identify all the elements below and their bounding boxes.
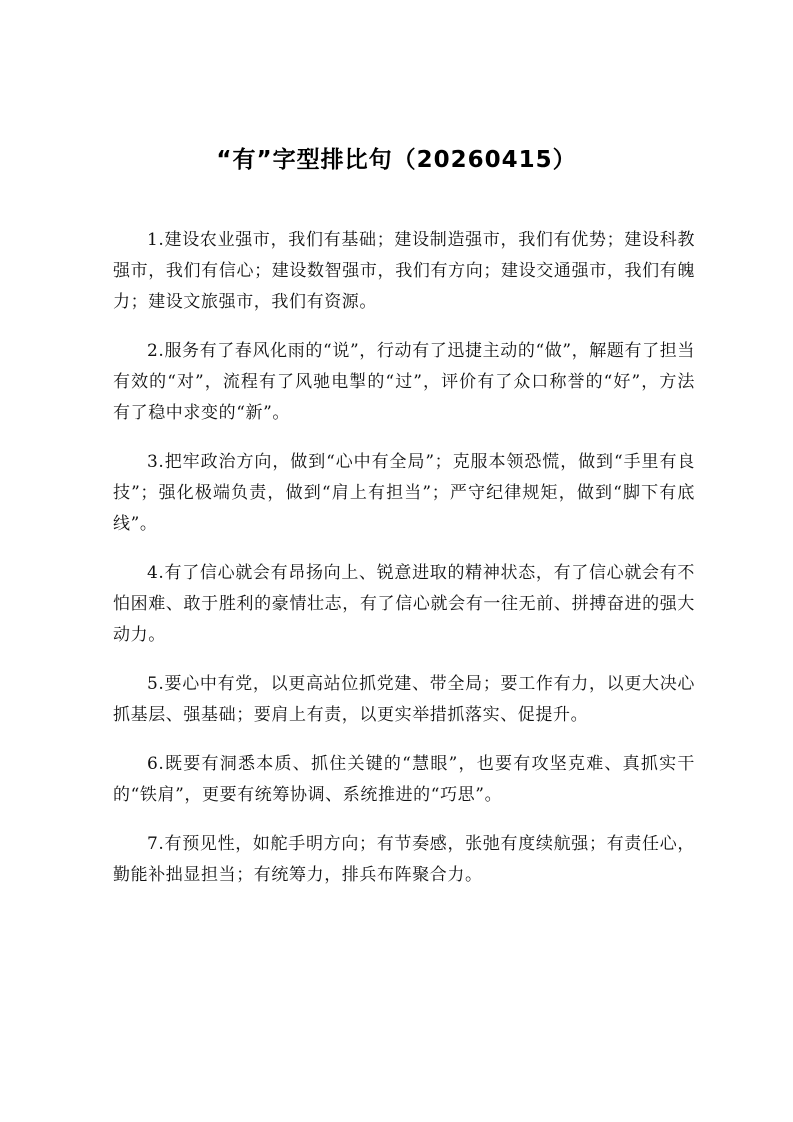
paragraph-1: 1.建设农业强市，我们有基础；建设制造强市，我们有优势；建设科教强市，我们有信心；建设数智强市，我们有方向；建设交通强市，我们有魄力；建设文旅强市，我们有资源。 xyxy=(113,230,695,312)
paragraph-3: 3.把牢政治方向，做到“心中有全局”；克服本领恐慌，做到“手里有良技”；强化极端负责，做到“肩上有担当”；严守纪律规矩，做到“脚下有底线”。 xyxy=(113,452,695,534)
document-body xyxy=(113,225,695,909)
paragraph-2: 2.服务有了春风化雨的“说”，行动有了迅捷主动的“做”，解题有了担当有效的“对”，流程有了风驰电掣的“过”，评价有了众口称誉的“好”，方法有了稳中求变的“新”。 xyxy=(113,341,695,423)
document-title: “有”字型排比句（20260415） xyxy=(216,147,577,173)
paragraph-5: 5.要心中有党，以更高站位抓党建、带全局；要工作有力，以更大决心抓基层、强基础；要肩上有责，以更实举措抓落实、促提升。 xyxy=(113,674,695,725)
paragraph-7: 7.有预见性，如舵手明方向；有节奏感，张弛有度续航强；有责任心，勤能补拙显担当；有统筹力，排兵布阵聚合力。 xyxy=(113,834,695,885)
paragraph-4: 4.有了信心就会有昂扬向上、锐意进取的精神状态，有了信心就会有不怕困难、敢于胜利的豪情壮志，有了信心就会有一往无前、拼搏奋进的强大动力。 xyxy=(113,563,695,645)
paragraph-6: 6.既要有洞悉本质、抓住关键的“慧眼”，也要有攻坚克难、真抓实干的“铁肩”，更要有统筹协调、系统推进的“巧思”。 xyxy=(113,754,695,805)
